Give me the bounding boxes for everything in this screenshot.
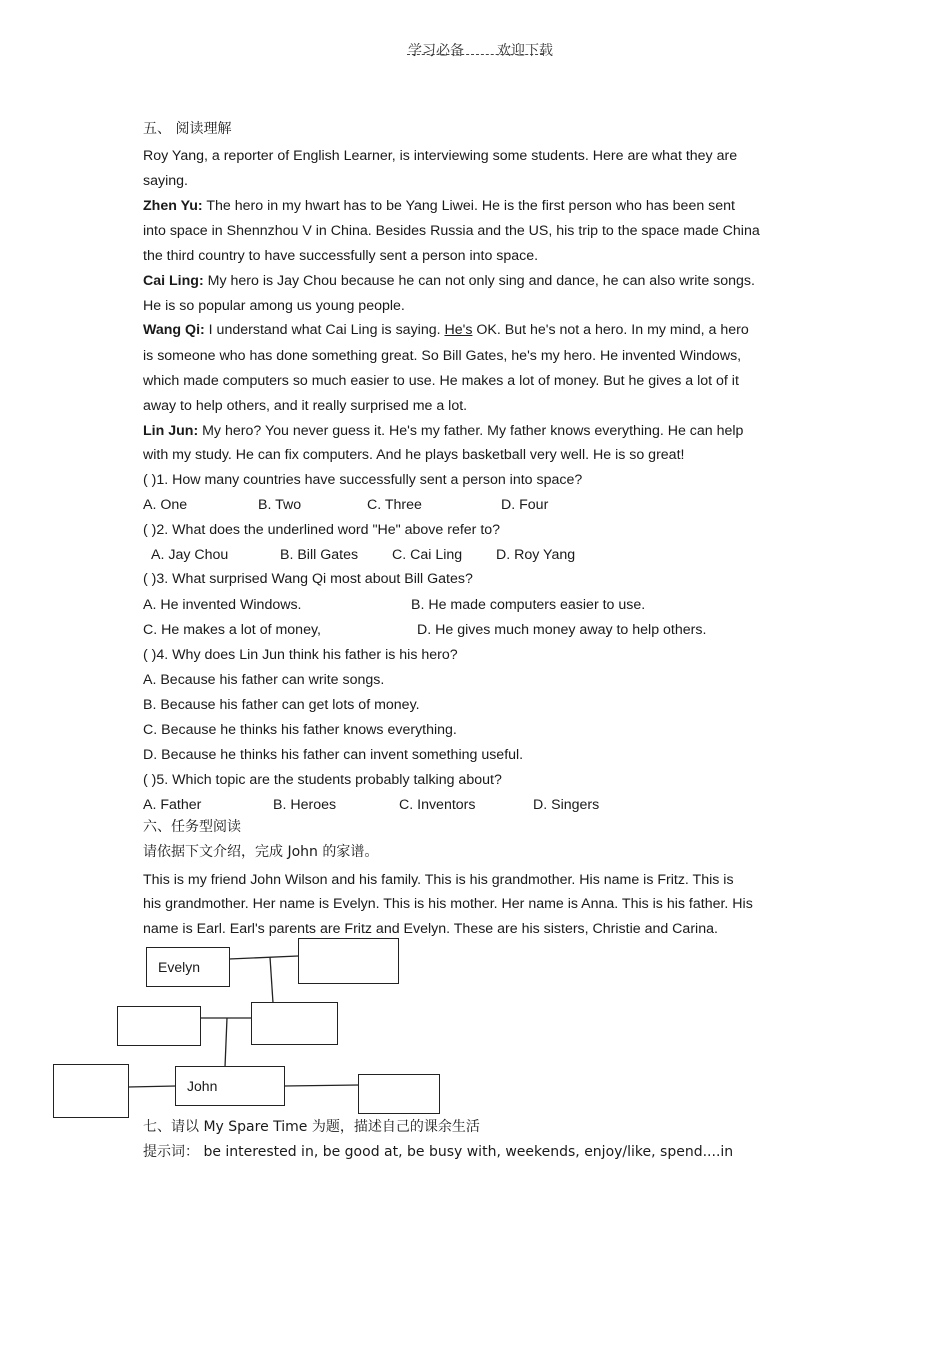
connector-sister-john — [128, 1086, 176, 1087]
tree-box-grandparent-blank[interactable] — [298, 938, 399, 984]
speaker-wang-qi: Wang Qi: — [143, 322, 205, 338]
family-text-line-2: his grandmother. Her name is Evelyn. This is his mother. Her name is Anna. This is his father. His — [143, 896, 753, 912]
tree-box-john — [175, 1066, 285, 1106]
q3-option-c: C. He makes a lot of money, — [143, 622, 321, 638]
q3-option-b: B. He made computers easier to use. — [411, 597, 646, 613]
tree-box-mother-blank[interactable] — [117, 1006, 201, 1046]
connector-grandparents-father — [270, 957, 273, 1003]
question-1: ( )1. How many countries have successfully sent a person into space? — [143, 472, 583, 488]
q2-option-a: A. Jay Chou — [151, 547, 229, 563]
connector-evelyn-fritz — [229, 956, 298, 959]
speaker-cai-ling: Cai Ling: — [143, 273, 204, 289]
header-right: 欢迎下载 — [497, 43, 553, 59]
wang-qi-line-3: which made computers so much easier to use. He makes a lot of money. But he gives a lot of it — [143, 373, 739, 389]
wang-qi-line-1: Wang Qi: I understand what Cai Ling is saying. He's OK. But he's not a hero. In my mind, a hero — [143, 322, 749, 338]
section6-instruction: 请依据下文介绍，完成 John 的家谱。 — [143, 844, 379, 860]
q1-option-c: C. Three — [367, 497, 422, 513]
wang-qi-line-2: is someone who has done something great. So Bill Gates, he's my hero. He invented Windows, — [143, 348, 742, 364]
tree-box-father-blank[interactable] — [251, 1002, 338, 1045]
speaker-zhen-yu: Zhen Yu: — [143, 198, 203, 214]
lin-jun-line-1: Lin Jun: My hero? You never guess it. He's my father. My father knows everything. He can help — [143, 423, 744, 439]
q5-option-c: C. Inventors — [399, 797, 476, 813]
cai-ling-line-1: Cai Ling: My hero is Jay Chou because he can not only sing and dance, he can also write songs. — [143, 273, 755, 289]
question-2: ( )2. What does the underlined word "He" above refer to? — [143, 522, 501, 538]
q4-option-c: C. Because he thinks his father knows everything. — [143, 722, 457, 738]
tree-box-sister-left-blank[interactable] — [53, 1064, 129, 1118]
zhen-yu-line-1: Zhen Yu: The hero in my hwart has to be Yang Liwei. He is the first person who has been sent — [143, 198, 735, 214]
q3-option-d: D. He gives much money away to help others. — [417, 622, 707, 638]
q5-option-b: B. Heroes — [273, 797, 337, 813]
question-4: ( )4. Why does Lin Jun think his father is his hero? — [143, 647, 458, 663]
zhen-yu-line-2: into space in Shennzhou V in China. Besides Russia and the US, his trip to the space made China — [143, 223, 760, 239]
q5-option-a: A. Father — [143, 797, 202, 813]
question-3: ( )3. What surprised Wang Qi most about Bill Gates? — [143, 571, 473, 587]
q2-option-d: D. Roy Yang — [496, 547, 576, 563]
section6-title: 六、任务型阅读 — [143, 819, 241, 835]
section7-hint: 提示词： be interested in, be good at, be busy with, weekends, enjoy/like, spend....in — [143, 1144, 734, 1160]
zhen-yu-line-3: the third country to have successfully sent a person into space. — [143, 248, 539, 264]
intro-line-1: Roy Yang, a reporter of English Learner, is interviewing some students. Here are what they are — [143, 148, 738, 164]
cai-ling-line-2: He is so popular among us young people. — [143, 298, 405, 314]
section7-title: 七、请以 My Spare Time 为题，描述自己的课余生活 — [143, 1119, 480, 1135]
q2-option-b: B. Bill Gates — [280, 547, 359, 563]
q3-option-a: A. He invented Windows. — [143, 597, 302, 613]
underlined-he: He's — [444, 322, 473, 338]
family-text-line-3: name is Earl. Earl's parents are Fritz and Evelyn. These are his sisters, Christie and Carina. — [143, 921, 718, 937]
q1-option-a: A. One — [143, 497, 188, 513]
tree-box-sister-right-blank[interactable] — [358, 1074, 440, 1114]
speaker-lin-jun: Lin Jun: — [143, 423, 199, 439]
tree-box-evelyn — [146, 947, 230, 987]
q4-option-a: A. Because his father can write songs. — [143, 672, 385, 688]
tree-label-john: John — [187, 1078, 218, 1094]
q2-option-c: C. Cai Ling — [392, 547, 463, 563]
q4-option-b: B. Because his father can get lots of money. — [143, 697, 420, 713]
family-text-line-1: This is my friend John Wilson and his family. This is his grandmother. His name is Fritz. This is — [143, 872, 734, 888]
connector-parents-john — [225, 1018, 227, 1067]
lin-jun-line-2: with my study. He can fix computers. And he plays basketball very well. He is so great! — [143, 447, 685, 463]
q1-option-d: D. Four — [501, 497, 549, 513]
q5-option-d: D. Singers — [533, 797, 600, 813]
tree-label-evelyn: Evelyn — [158, 959, 201, 975]
q4-option-d: D. Because he thinks his father can invent something useful. — [143, 747, 524, 763]
section5-title: 五、 阅读理解 — [143, 121, 232, 137]
header-left: 学习必备 — [408, 43, 464, 59]
question-5: ( )5. Which topic are the students probably talking about? — [143, 772, 502, 788]
connector-john-sister — [284, 1085, 359, 1086]
intro-line-2: saying. — [143, 173, 188, 189]
q1-option-b: B. Two — [258, 497, 302, 513]
wang-qi-line-4: away to help others, and it really surprised me a lot. — [143, 398, 468, 414]
